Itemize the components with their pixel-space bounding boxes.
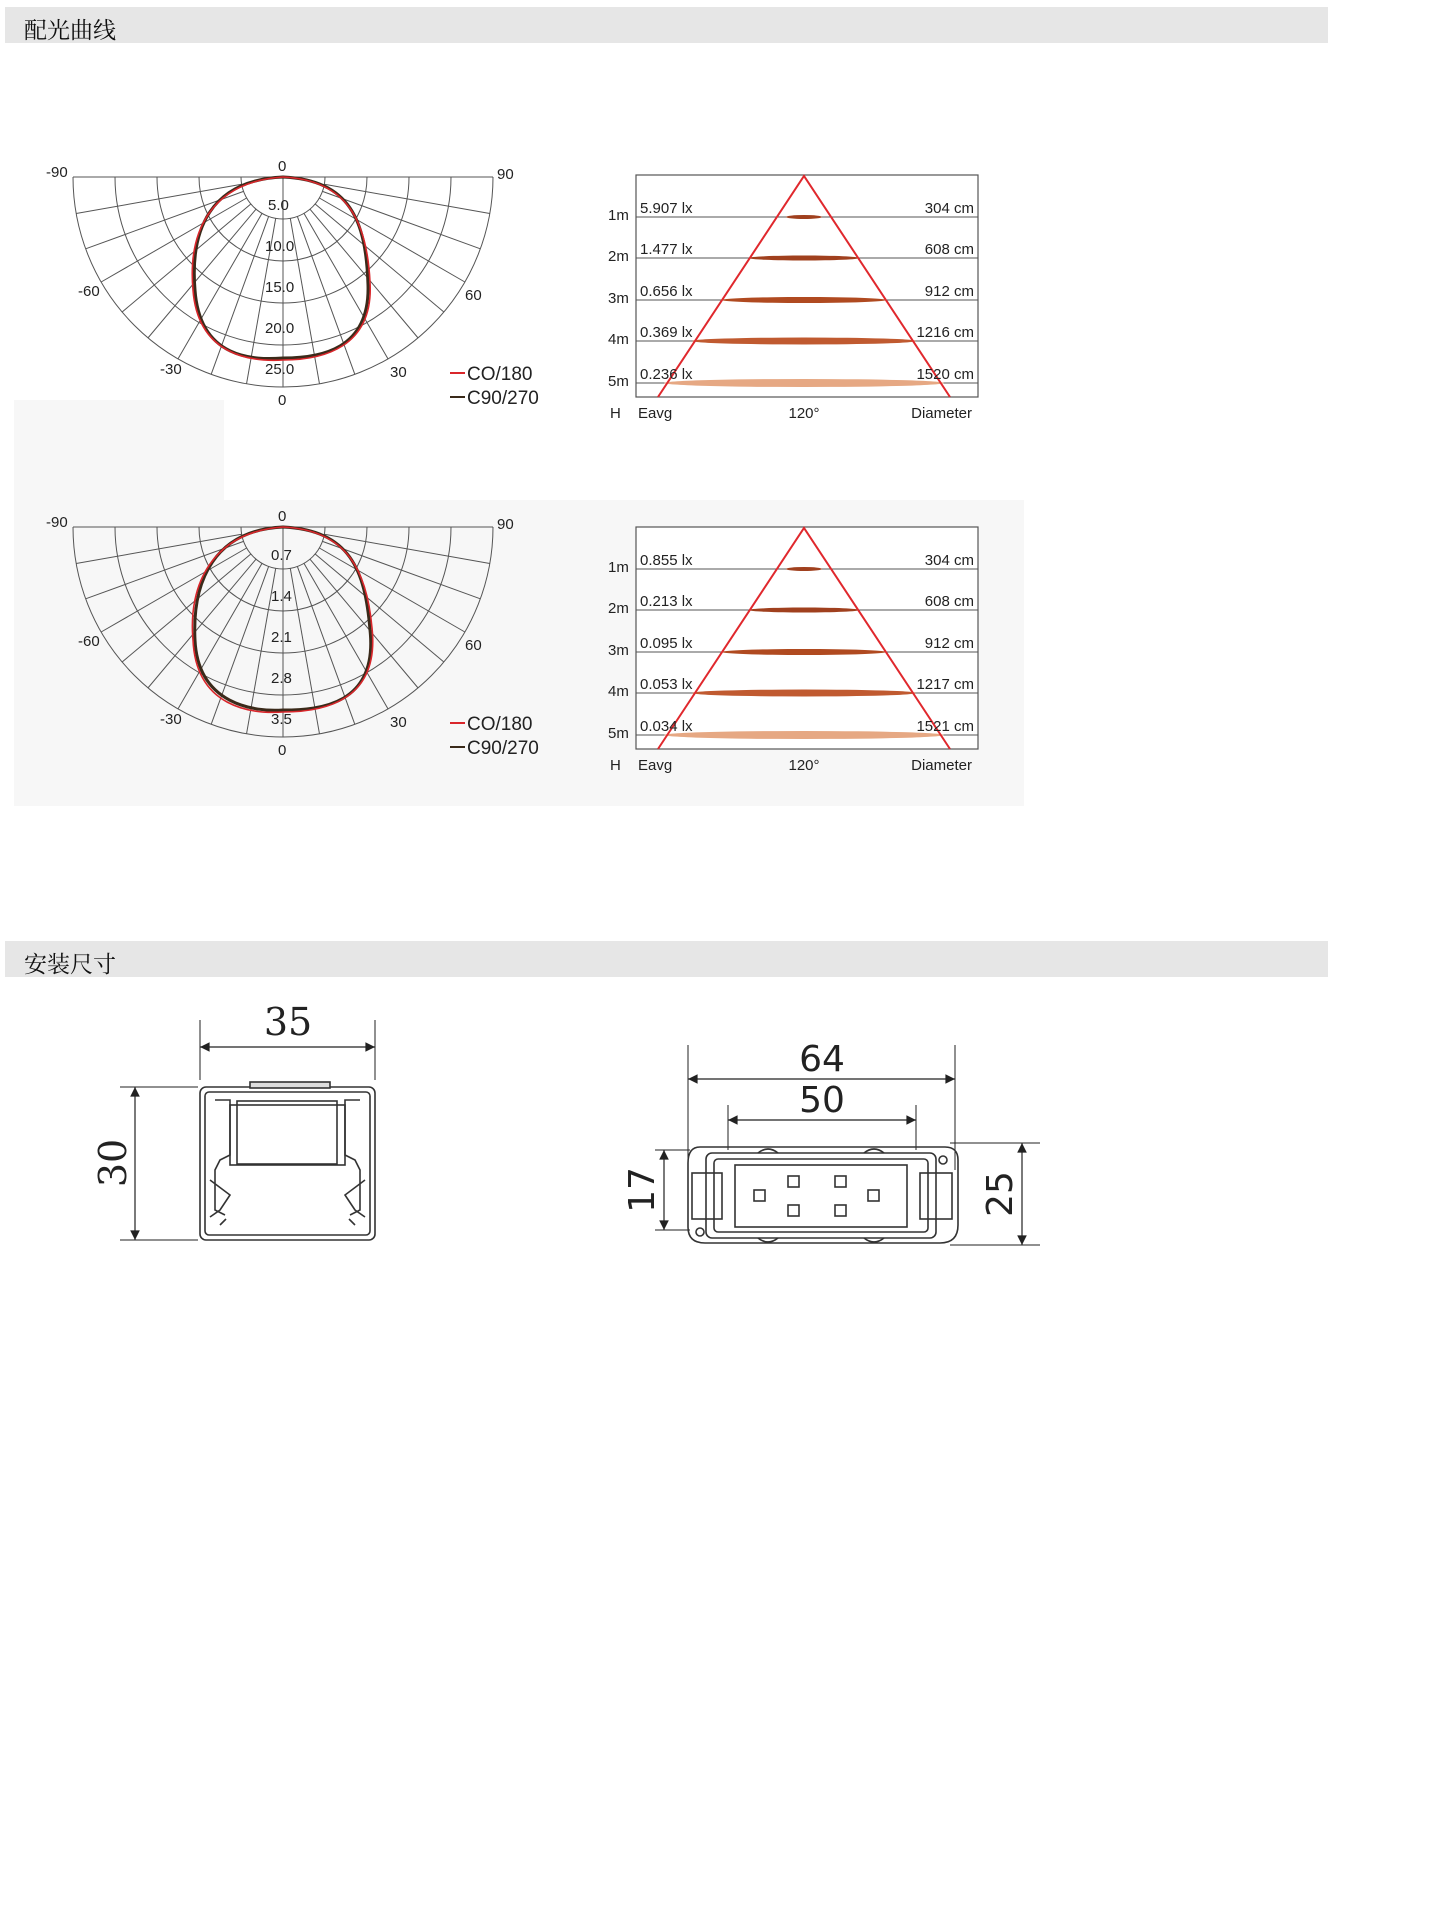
- angle-label: 30: [390, 714, 407, 731]
- ring-label: 20.0: [265, 320, 295, 337]
- grid-radial: [122, 554, 251, 662]
- legend-c90: C90/270: [467, 388, 539, 409]
- grid-radial: [304, 213, 388, 358]
- ring-label: 25.0: [265, 361, 295, 378]
- angle-label: -60: [78, 633, 100, 650]
- row-lux: 0.855 lx: [640, 552, 693, 569]
- grid-radial: [297, 566, 354, 724]
- ring-label: 5.0: [268, 197, 289, 214]
- ring-label: 15.0: [265, 279, 295, 296]
- row-lux: 0.034 lx: [640, 718, 693, 735]
- col-eavg: Eavg: [638, 405, 673, 422]
- illuminance-cone-2: [600, 522, 1000, 782]
- angle-label: 60: [465, 287, 482, 304]
- dimension-inner-width: 50: [799, 1080, 845, 1121]
- legend-c90: C90/270: [467, 738, 539, 759]
- section-title: 配光曲线: [24, 18, 116, 44]
- row-lux: 0.369 lx: [640, 324, 693, 341]
- col-h: H: [610, 757, 621, 774]
- row-lux: 5.907 lx: [640, 200, 693, 217]
- ring-label: 2.8: [271, 670, 292, 687]
- section-header-installation-size: [5, 941, 1328, 977]
- row-height: 3m: [608, 290, 629, 307]
- grid-radial: [319, 198, 464, 282]
- row-height: 3m: [608, 642, 629, 659]
- dimension-height: 30: [91, 1138, 135, 1188]
- beam-angle: 120°: [788, 757, 820, 774]
- row-height: 5m: [608, 373, 629, 390]
- polar-diagram-2: [30, 500, 570, 770]
- row-diameter: 304 cm: [924, 200, 974, 217]
- row-diameter: 1520 cm: [916, 366, 974, 383]
- angle-label: -30: [160, 711, 182, 728]
- row-height: 1m: [608, 207, 629, 224]
- grid-radial: [315, 204, 444, 312]
- row-height: 2m: [608, 248, 629, 265]
- row-diameter: 1216 cm: [916, 324, 974, 341]
- end-outline: [688, 1147, 958, 1243]
- dimension-outer-width: 64: [799, 1039, 845, 1080]
- section-header-light-distribution: [5, 7, 1328, 43]
- angle-label: -60: [78, 283, 100, 300]
- angle-label: 0: [278, 742, 287, 759]
- angle-label: 30: [390, 364, 407, 381]
- grid-radial: [315, 554, 444, 662]
- dimension-outer-height: 25: [980, 1171, 1021, 1217]
- row-lux: 0.236 lx: [640, 366, 693, 383]
- angle-label: -90: [46, 164, 68, 181]
- polar-diagram-1: [30, 150, 570, 420]
- col-h: H: [610, 405, 621, 422]
- angle-label: 60: [465, 637, 482, 654]
- row-diameter: 608 cm: [924, 593, 974, 610]
- illuminance-cone-1: [600, 170, 1000, 430]
- row-lux: 1.477 lx: [640, 241, 693, 258]
- dimension-width: 35: [263, 1000, 313, 1044]
- row-diameter: 1217 cm: [916, 676, 974, 693]
- row-diameter: 608 cm: [924, 241, 974, 258]
- section-title: 安装尺寸: [24, 952, 116, 978]
- row-diameter: 1521 cm: [916, 718, 974, 735]
- angle-label: 90: [497, 516, 514, 533]
- grid-radial: [122, 204, 251, 312]
- grid-radial: [76, 184, 241, 213]
- row-height: 4m: [608, 331, 629, 348]
- grid-radial: [304, 563, 388, 708]
- grid-radial: [86, 541, 244, 598]
- led-chips: [754, 1176, 879, 1216]
- ring-label: 1.4: [271, 588, 292, 605]
- grid-radial: [178, 563, 262, 708]
- row-diameter: 912 cm: [924, 635, 974, 652]
- grid-radial: [76, 534, 241, 563]
- angle-label: 0: [278, 392, 287, 409]
- angle-label: 0: [278, 158, 287, 175]
- beam-angle: 120°: [788, 405, 820, 422]
- dimension-inner-height: 17: [622, 1167, 663, 1213]
- grid-radial: [322, 541, 480, 598]
- grid-radial: [324, 534, 489, 563]
- ring-label: 10.0: [265, 238, 295, 255]
- profile-outline: [200, 1082, 375, 1240]
- ring-label: 0.7: [271, 547, 292, 564]
- grid-radial: [211, 566, 268, 724]
- row-lux: 0.656 lx: [640, 283, 693, 300]
- row-height: 4m: [608, 683, 629, 700]
- ring-label: 2.1: [271, 629, 292, 646]
- grid-radial: [178, 213, 262, 358]
- legend-c0: CO/180: [467, 364, 533, 385]
- grid-radial: [101, 198, 246, 282]
- grid-radial: [211, 216, 268, 374]
- row-lux: 0.213 lx: [640, 593, 693, 610]
- angle-label: -90: [46, 514, 68, 531]
- row-diameter: 304 cm: [924, 552, 974, 569]
- row-diameter: 912 cm: [924, 283, 974, 300]
- grid-radial: [310, 559, 418, 688]
- row-lux: 0.095 lx: [640, 635, 693, 652]
- col-eavg: Eavg: [638, 757, 673, 774]
- row-height: 1m: [608, 559, 629, 576]
- side-profile-drawing: [80, 995, 400, 1255]
- grid-radial: [319, 548, 464, 632]
- col-diameter: Diameter: [911, 757, 972, 774]
- grid-radial: [101, 548, 246, 632]
- end-view-drawing: [610, 1035, 1050, 1265]
- row-height: 5m: [608, 725, 629, 742]
- row-height: 2m: [608, 600, 629, 617]
- ring-label: 3.5: [271, 711, 292, 728]
- col-diameter: Diameter: [911, 405, 972, 422]
- row-lux: 0.053 lx: [640, 676, 693, 693]
- angle-label: 90: [497, 166, 514, 183]
- legend-c0: CO/180: [467, 714, 533, 735]
- grid-radial: [322, 191, 480, 248]
- angle-label: 0: [278, 508, 287, 525]
- angle-label: -30: [160, 361, 182, 378]
